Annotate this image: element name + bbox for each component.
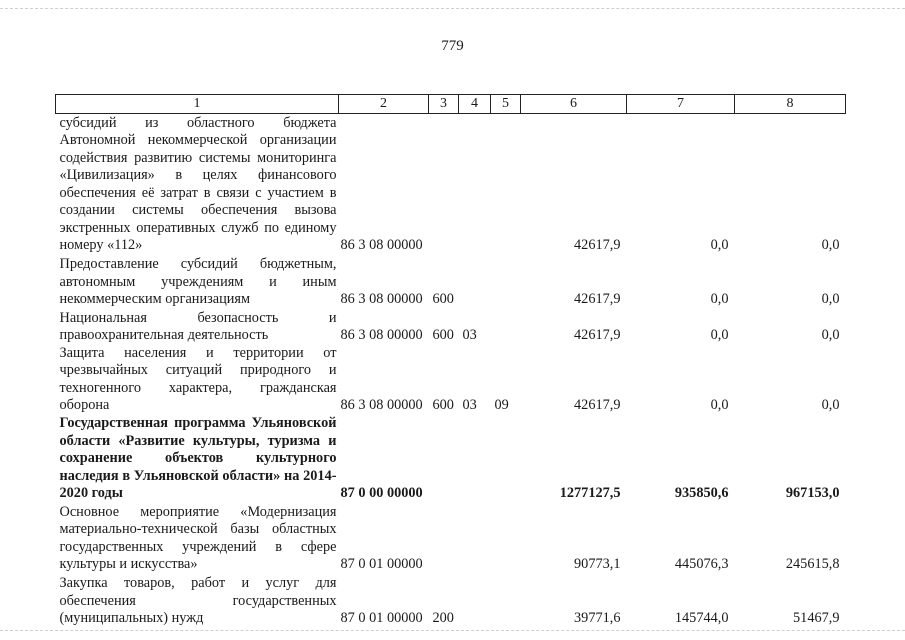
table-row [56,114,846,255]
row-col-4 [459,114,491,255]
row-col-3: 200 [432,610,454,626]
header-col-2: 2 [339,95,429,114]
row-col-3 [429,503,459,574]
row-value-7: 0,0 [710,397,729,413]
row-col-4 [459,503,491,574]
row-col-5 [491,503,521,574]
row-value-6: 42617,9 [574,291,621,307]
row-value-8: 0,0 [821,237,840,253]
table-row [56,574,846,628]
row-value-7: 0,0 [710,327,729,343]
row-col-5 [491,415,521,503]
row-value-8: 967153,0 [785,485,840,501]
row-code: 87 0 01 00000 [340,610,423,626]
row-col-3 [429,415,459,503]
row-code: 86 3 08 00000 [340,397,423,413]
header-col-6: 6 [521,95,627,114]
row-code: 87 0 01 00000 [340,556,423,572]
row-description: Государственная программа Ульяновской области «Развитие культуры, туризма и сохранение объектов культурного наследия в Ульяновской области» на 2014-2020 годы [59,415,337,501]
row-col-3: 600 [432,327,454,343]
header-col-5: 5 [491,95,521,114]
row-col-4 [459,574,491,628]
row-description: Защита населения и территории от чрезвычайных ситуаций природного и техногенного характера, гражданская оборона [59,344,337,413]
scan-edge-top [0,8,905,9]
table-row [56,309,846,345]
row-description: Национальная безопасность и правоохранительная деятельность [59,309,337,343]
row-col-4: 03 [462,397,477,413]
table-row [56,415,846,503]
row-code: 86 3 08 00000 [340,237,423,253]
row-value-8: 245615,8 [785,556,840,572]
row-value-8: 51467,9 [793,610,840,626]
row-col-4: 03 [462,327,477,343]
table-row [56,345,846,415]
row-value-6: 42617,9 [574,397,621,413]
header-col-8: 8 [735,95,846,114]
budget-table-container [55,94,845,628]
row-col-5 [491,255,521,309]
budget-table [55,94,846,628]
row-value-6: 42617,9 [574,237,621,253]
row-description: субсидий из областного бюджета Автономной некоммерческой организации содействия развитию системы мониторинга «Цивилизация» в целях финансового обеспечения её затрат в связи с участием в создании системы обеспечения вызова экстренных оперативных служб по единому номеру «112» [59,114,337,253]
row-description: Предоставление субсидий бюджетным, автономным учреждениям и иным некоммерческим организациям [59,256,337,307]
header-col-1: 1 [56,95,339,114]
row-value-8: 0,0 [821,397,840,413]
row-value-6: 42617,9 [574,327,621,343]
row-value-6: 39771,6 [574,610,621,626]
header-col-4: 4 [459,95,491,114]
row-value-7: 0,0 [710,237,729,253]
row-value-6: 1277127,5 [559,485,621,501]
row-value-8: 0,0 [821,291,840,307]
row-col-5: 09 [494,397,509,413]
row-value-7: 145744,0 [674,610,729,626]
row-col-4 [459,415,491,503]
row-col-5 [491,114,521,255]
row-col-3 [429,114,459,255]
row-description: Закупка товаров, работ и услуг для обеспечения государственных (муниципальных) нужд [59,575,337,626]
row-col-3: 600 [432,291,454,307]
header-col-3: 3 [429,95,459,114]
row-value-7: 935850,6 [674,485,729,501]
row-col-5 [491,574,521,628]
row-col-4 [459,255,491,309]
table-row [56,503,846,574]
row-value-6: 90773,1 [574,556,621,572]
row-col-3: 600 [432,397,454,413]
header-col-7: 7 [627,95,735,114]
row-value-7: 445076,3 [674,556,729,572]
row-col-5 [491,309,521,345]
row-description: Основное мероприятие «Модернизация материально-технической базы областных государственных учреждений в сфере культуры и искусства» [59,503,337,572]
row-code: 86 3 08 00000 [340,327,423,343]
scan-edge-bottom [0,630,905,631]
row-code: 87 0 00 00000 [340,485,423,501]
page-number: 779 [441,38,464,54]
row-value-8: 0,0 [821,327,840,343]
row-value-7: 0,0 [710,291,729,307]
table-row [56,255,846,309]
header-row [56,95,846,114]
row-code: 86 3 08 00000 [340,291,423,307]
